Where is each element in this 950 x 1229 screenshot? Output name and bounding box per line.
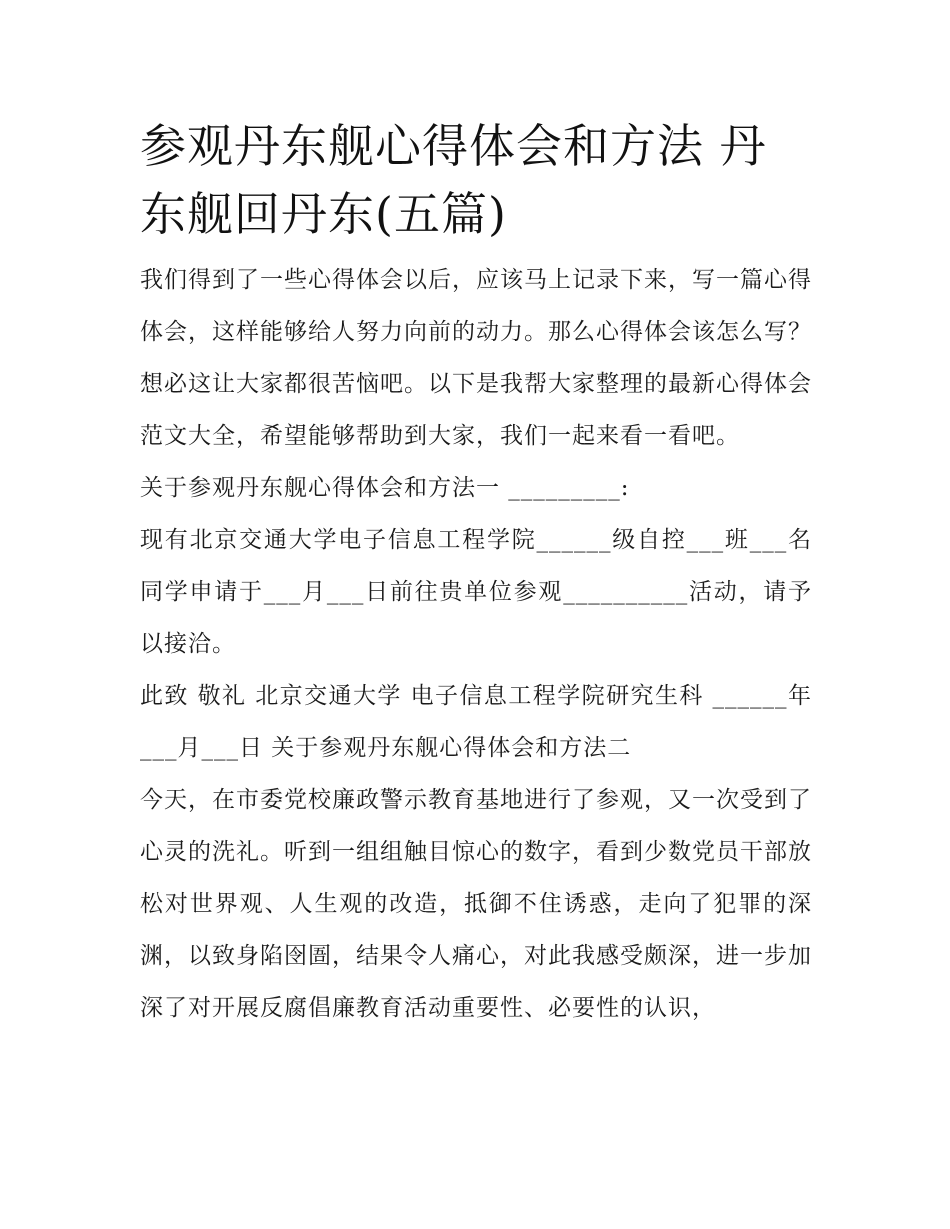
document-page (140, 112, 812, 1034)
document-title: 参观丹东舰心得体会和方法 丹东舰回丹东(五篇) (140, 119, 767, 241)
document-body (140, 254, 812, 1034)
letter-body-paragraph: 现有北京交通大学电子信息工程学院______级自控___班___名同学申请于___月___日前往贵单位参观__________活动，请予以接洽。 (140, 527, 812, 657)
section-two-paragraph: 今天，在市委党校廉政警示教育基地进行了参观，又一次受到了心灵的洗礼。听到一组组触目惊心的数字，看到少数党员干部放松对世界观、人生观的改造，抵御不住诱惑，走向了犯罪的深渊，以致身陷囹圄，结果令人痛心，对此我感受颇深，进一步加深了对开展反腐倡廉教育活动重要性、必要性的认识， (140, 787, 812, 1021)
intro-paragraph: 我们得到了一些心得体会以后，应该马上记录下来，写一篇心得体会，这样能够给人努力向前的动力。那么心得体会该怎么写？想必这让大家都很苦恼吧。以下是我帮大家整理的最新心得体会范文大全，希望能够帮助到大家，我们一起来看一看吧。 (140, 267, 812, 449)
section-one-heading: 关于参观丹东舰心得体会和方法一 _________: (140, 475, 630, 501)
letter-closing-paragraph: 此致 敬礼 北京交通大学 电子信息工程学院研究生科 ______年___月___日 关于参观丹东舰心得体会和方法二 (140, 683, 812, 761)
